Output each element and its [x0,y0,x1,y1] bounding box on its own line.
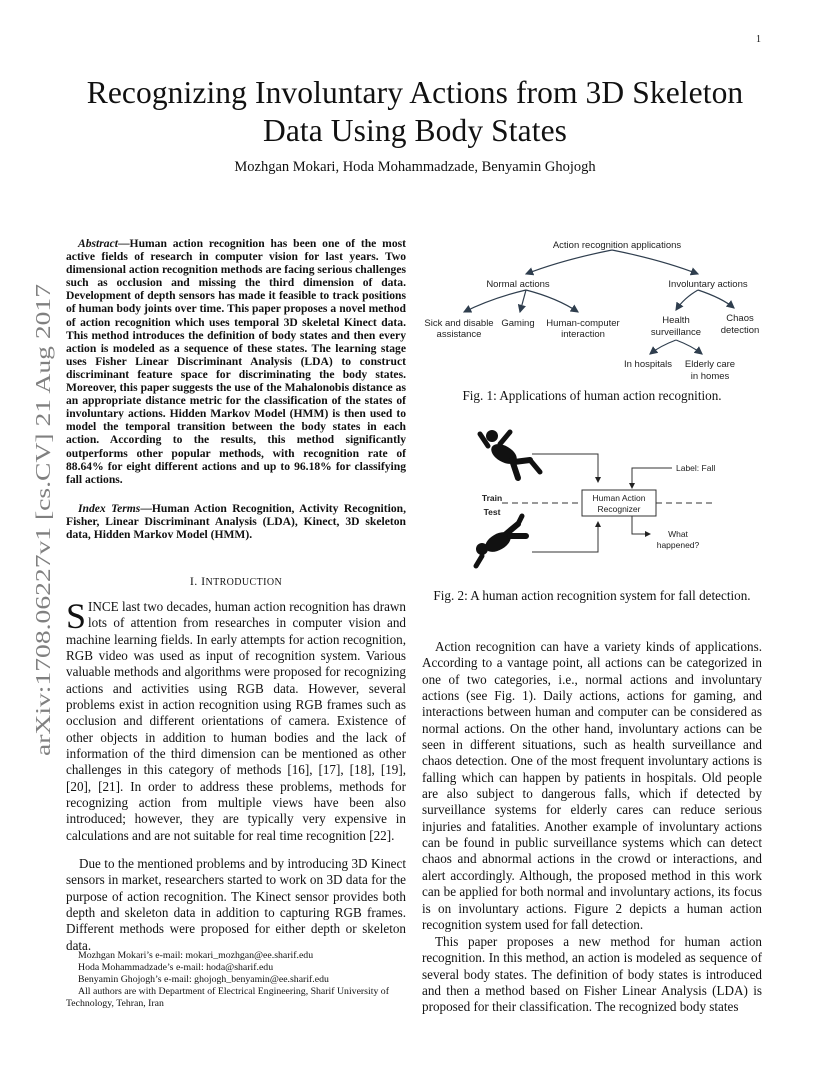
edge-involuntary-chaos [698,290,734,308]
fig1-hospitals: In hospitals [623,359,673,370]
fig1-elderly-line1: Elderly care [684,359,736,370]
fig2-box-line1: Human Action [592,493,646,503]
fig1-health-line1: Health [662,315,690,326]
fig2-box-line2: Recognizer [597,504,641,514]
author-list: Mozhgan Mokari, Hoda Mohammadzade, Benyamin Ghojogh [234,159,596,175]
figure-1-caption: Fig. 1: Applications of human action recognition. [462,388,722,403]
fig1-sick-line1: Sick and disable [424,318,494,329]
falling-person-test-icon [476,516,526,566]
section-heading [66,574,406,589]
figure-2-caption: Fig. 2: A human action recognition system for fall detection. [433,588,751,603]
fig2-what-line1: What [668,529,688,539]
right-paragraph-1: Action recognition can have a variety kinds of applications. According to a vantage point, all actions can be categorized in one of two categories, i.e., normal actions and involuntary actions (see Fig. 1). Daily actions, actions for gaming, and interactions between human and computer can be considered as normal actions. On the other hand, involuntary actions can be seen in different situations, such as health surveillance and chaos detection. One of the most frequent involuntary actions is falling which can happen by patients in hospitals. Old people are also subject to dangerous falls, which if detected by surveillance systems for elderly cares can reduce serious injuries and fatalities. Another example of involuntary actions can be found in public surveillance systems which can detect chaos and abnormal actions in the crowd or interactions, and alert accordingly. Although, the proposed method in this work can be applied for both normal and involuntary actions, its focus is on involuntary actions. Figure 2 depicts a human action recognition system used for fall detection. [422,639,762,932]
arxiv-watermark [31,280,56,760]
paper-title: Recognizing Involuntary Actions from 3D Skeleton Data Using Body States [86,75,744,148]
fig1-hci-line2: interaction [561,329,605,340]
edge-normal-hci [526,290,578,312]
fig1-normal: Normal actions [486,279,550,290]
arxiv-id: arXiv:1708.06227v1 [cs.CV] 21 Aug 2017 [31,396,55,756]
index-terms-label: Index Terms [78,502,141,515]
fig1-sick-line2: assistance [436,329,482,340]
fig2-test: Test [483,507,501,517]
fig1-hci-line1: Human-computer [546,318,620,329]
fig1-gaming: Gaming [501,318,535,329]
fig1-elderly-line2: in homes [690,371,730,382]
edge-involuntary-health [676,290,698,310]
intro-p1-text: INCE last two decades, human action recognition has drawn lots of attention from researches in computer vision and machine learning fields. In early attempts for action recognition, RGB video was used as input of recognition system. Various valuable methods and algorithms were proposed for recognizing actions and activities using RGB data. However, several problems exist in action recognition using RGB frames such as occlusion and different orientations of camera. Existence of other objects in addition to human bodies and the lack of information of the third dimension can be mentioned as other challenges in this category of methods [16], [17], [18], [19], [20], [21]. In order to address these problems, methods for recognizing action from multiple views have been also introduced; however, they are typically very expensive in calculations and are not suitable for real time recognition [22]. [66,599,406,843]
edge-health-elderly [676,340,702,354]
fig1-involuntary: Involuntary actions [668,279,748,290]
footnote-4: All authors are with Department of Electrical Engineering, Sharif University of Technology, Tehran, Iran [66,986,389,1010]
fig1-chaos-line1: Chaos [726,313,754,324]
right-paragraph-2: This paper proposes a new method for human action recognition. In this method, an action is modeled as sequence of several body states. The definition of body states is introduced and then a method based on Fisher Linear Analysis (LDA) is proposed for their classification. The recognized body states [422,934,762,1015]
figure-2 [422,424,764,584]
abstract [66,237,406,486]
section-number: I. [189,574,198,588]
intro-paragraph-1 [66,596,406,844]
footnote-2: Hoda Mohammadzade’s e-mail: hoda@sharif.edu [78,962,274,973]
footnote-3: Benyamin Ghojogh’s e-mail: ghojogh_benyamin@ee.sharif.edu [78,974,329,985]
index-terms-text: —Human Action Recognition, Activity Recognition, Fisher, Linear Discriminant Analysis (LDA), Kinect, 3D skeleton data, Hidden Markov Model (HMM). [66,502,407,542]
footnote-1: Mozhgan Mokari’s e-mail: mokari_mozhgan@ee.sharif.edu [78,950,314,961]
figure-1 [422,236,764,382]
fig1-root: Action recognition applications [552,240,682,251]
edge-normal-sick [464,290,526,312]
section-title-rest: NTRODUCTION [205,577,283,588]
intro-paragraph-2: Due to the mentioned problems and by introducing 3D Kinect sensors in market, researchers started to work on 3D data for the purpose of action recognition. The Kinect sensor provides both depth and skeleton data in addition to capturing RGB frames. Different methods were proposed for either depth or skeleton data. [66,856,406,953]
abstract-label: Abstract [78,237,118,250]
edge-normal-gaming [520,290,526,312]
abstract-text: —Human action recognition has been one of the most active fields of research in computer vision for last years. Two dimensional action recognition methods are facing serious challenges such as occlusion and missing the third dimension of data. Development of depth sensors has made it feasible to track positions of human body joints over time. This paper proposes a novel method of action recognition which uses temporal 3D skeletal Kinect data. This method introduces the definition of body states and then every action is modeled as a sequence of these states. The learning stage uses Fisher Linear Discriminant Analysis (LDA) to construct discriminant feature space for discriminating the body states. Moreover, this paper suggests the use of the Mahalonobis distance as an appropriate distance metric for the classification of the states of involuntary actions. Hidden Markov Model (HMM) is then used to model the temporal transition between the body states in each action. According to the results, this method significantly outperforms other popular methods, with recognition rate of 88.64% for eight different actions and up to 96.18% for classifying fall actions. [66,237,406,486]
fig1-chaos-line2: detection [720,325,760,336]
index-terms [66,502,406,541]
edge-root-normal [526,250,612,274]
dropcap: S [66,596,87,636]
falling-person-train-icon [480,430,540,478]
section-title-first: I [201,574,206,588]
fig2-what-line2: happened? [656,540,700,550]
fig1-health-line2: surveillance [650,327,702,338]
page-number: 1 [756,34,761,45]
fig2-train: Train [481,493,503,503]
fig2-label-fall: Label: Fall [676,463,716,473]
edge-health-hospitals [650,340,676,354]
edge-root-involuntary [612,250,698,274]
